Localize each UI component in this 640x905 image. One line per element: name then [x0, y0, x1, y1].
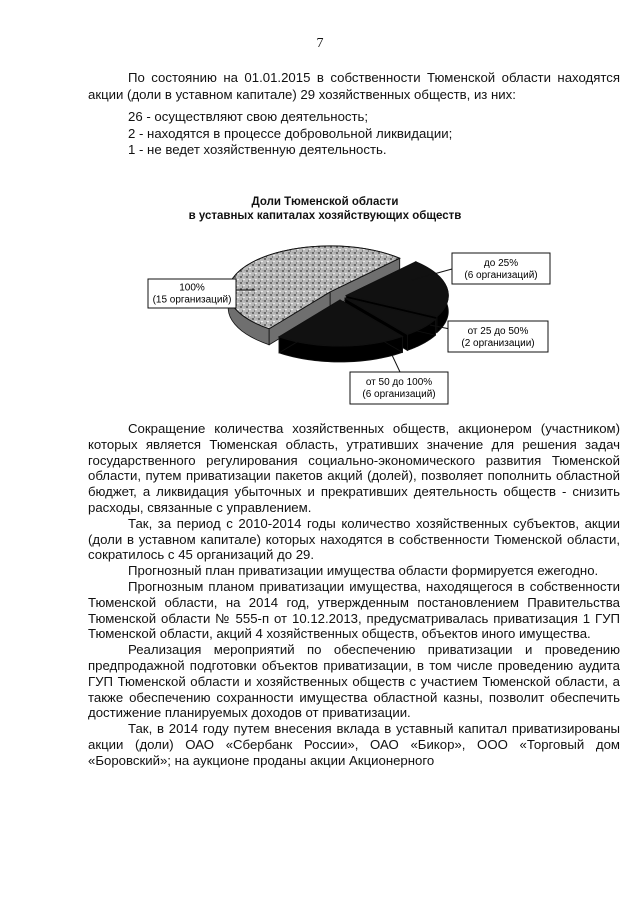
label-100-sub: (15 организаций)	[152, 294, 232, 306]
page-number: 7	[316, 36, 324, 51]
label-up-to-25	[452, 253, 550, 284]
intro-paragraph: По состоянию на 01.01.2015 в собственности Тюменской области находятся акции (доли в уставном капитале) 29 хозяйственных обществ, из них:	[88, 70, 620, 102]
chart-title-line-2: в уставных капиталах хозяйствующих обществ	[188, 210, 462, 222]
list-item: 26 - осуществляют свою деятельность;	[128, 109, 369, 124]
paragraph: Прогнозным планом приватизации имущества, находящегося в собственности Тюменской области, на 2014 год, утвержденным постановлением Правительства Тюменской области № 555-п от 10.12.2013, предусматривалась приватизация 1 ГУП Тюменской области, акций 4 хозяйственных обществ, объектов иного имущества.	[88, 578, 620, 642]
paragraph: Так, в 2014 году путем внесения вклада в уставный капитал приватизированы акции (доли) ОАО «Сбербанк России», ОАО «Бикор», ООО «Торговый дом «Боровский»; на аукционе проданы акции Акционерного	[88, 721, 620, 768]
label-50-100-title: от 50 до 100%	[365, 377, 433, 388]
paragraph: Так, за период с 2010-2014 годы количество хозяйственных субъектов, акции (доли в уставном капитале) которых находятся в собственности Тюменской области, сократилось с 45 организаций до 29.	[88, 515, 620, 563]
list-item: 1 - не ведет хозяйственную деятельность.	[128, 142, 387, 157]
label-25-50	[448, 321, 548, 352]
label-25-50-sub: (2 организации)	[461, 338, 535, 349]
label-100	[148, 279, 236, 308]
paragraph: Сокращение количества хозяйственных обществ, акционером (участником) которых является Тюменская область, утративших значение для решения задач государственного регулирования социально-экономического развития Тюменской области, путем приватизации пакетов акций (долей), позволяет пополнить областной бюджет, а ликвидация убыточных и прекративших деятельность обществ - снизить расходы, связанные с управлением.	[88, 421, 620, 515]
label-up-to-25-title: до 25%	[483, 258, 519, 269]
label-25-50-title: от 25 до 50%	[467, 326, 529, 337]
leader-line	[392, 355, 400, 372]
label-100-title: 100%	[179, 282, 205, 294]
paragraph: Реализация мероприятий по обеспечению приватизации и проведению предпродажной подготовки объектов приватизации, в том числе проведению аудита ГУП Тюменской области и хозяйственных обществ с участием Тюменской области, а также обеспечению сохранности имущества областной казны, позволит обеспечить достижение планируемых доходов от приватизации.	[88, 642, 620, 721]
paragraph: Прогнозный план приватизации имущества области формируется ежегодно.	[128, 563, 599, 579]
label-50-100-sub: (6 организаций)	[362, 389, 436, 400]
label-50-100	[350, 372, 448, 404]
chart-title-line-1: Доли Тюменской области	[251, 196, 399, 208]
list-item: 2 - находятся в процессе добровольной ликвидации;	[128, 125, 453, 141]
body-text	[88, 421, 620, 769]
label-up-to-25-sub: (6 организаций)	[464, 270, 538, 281]
